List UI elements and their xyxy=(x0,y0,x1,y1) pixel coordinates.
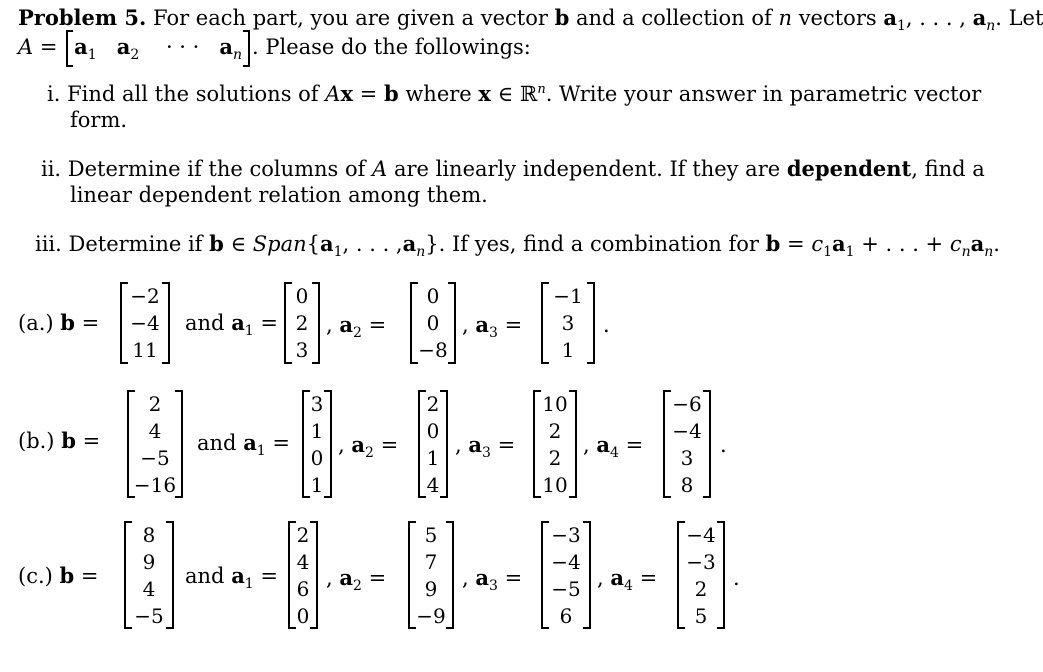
problem-label: Problem 5. xyxy=(18,5,147,30)
task-i-line2: form. xyxy=(70,108,128,132)
part-c-vector-a1: 2 4 6 0 xyxy=(288,521,318,629)
part-a-and-a1: and $a_1$ = xyxy=(185,310,279,339)
part-a-vector-a1: 0 2 3 xyxy=(284,282,320,364)
task-iii: iii. Determine if b ∈ $Span\{a_1$, . . . $,a_n$}. If yes, find a combination for $b = c_1a_1$ + . . . + $c_na_n$. xyxy=(35,231,1000,260)
part-b-period: . xyxy=(720,433,727,457)
part-b-vector-a4: −6 −4 3 8 xyxy=(663,390,711,498)
part-a-a3-label: , $a_3$ = xyxy=(462,312,523,341)
part-c-period: . xyxy=(733,566,740,590)
part-c-a2-label: , $a_2$ = xyxy=(326,565,387,594)
part-c-vector-a3: −3 −4 −5 6 xyxy=(541,521,591,629)
part-b-a4-label: , $a_4$ = xyxy=(583,432,644,461)
part-a-period: . xyxy=(603,313,610,337)
part-a-vector-a2: 0 0 −8 xyxy=(410,282,456,364)
part-a-vector-b: −2 −4 11 xyxy=(120,282,170,364)
part-a-label: (a.) b = xyxy=(18,310,100,335)
part-c-label: (c.) b = xyxy=(18,563,99,588)
part-c-a3-label: , $a_3$ = xyxy=(462,565,523,594)
part-b-vector-b: 2 4 −5 −16 xyxy=(127,390,183,498)
part-c-vector-a2: 5 7 9 −9 xyxy=(408,521,454,629)
task-i: i. Find all the solutions of Ax = b where x ∈ ℝ$^n$. Write your answer in parametric vector xyxy=(47,81,982,106)
problem-statement-line1: Problem 5. For each part, you are given a vector b and a collection of n vectors $a_1$, . . . , $a_n$. Let xyxy=(18,5,1043,34)
part-a-a2-label: , $a_2$ = xyxy=(326,312,387,341)
task-ii-line2: linear dependent relation among them. xyxy=(70,183,488,207)
part-c-a4-label: , $a_4$ = xyxy=(597,565,658,594)
part-b-label: (b.) b = xyxy=(18,428,101,453)
part-c-and-a1: and $a_1$ = xyxy=(185,563,279,592)
part-b-vector-a3: 10 2 2 10 xyxy=(533,390,577,498)
part-b-vector-a2: 2 0 1 4 xyxy=(418,390,448,498)
task-ii: ii. Determine if the columns of A are linearly independent. If they are dependent, find a xyxy=(41,156,985,181)
part-b-and-a1: and $a_1$ = xyxy=(197,430,291,459)
part-a-vector-a3: −1 3 1 xyxy=(541,282,595,364)
part-c-vector-b: 8 9 4 −5 xyxy=(124,521,174,629)
part-b-a3-label: , $a_3$ = xyxy=(455,432,516,461)
part-c-vector-a4: −4 −3 2 5 xyxy=(677,521,725,629)
matrix-A: $a_1$ $a_2$ · · · $a_n$ xyxy=(66,33,250,64)
problem-statement-line2: $A = a_1$ $a_2$ · · · $a_n$ . Please do the followings: xyxy=(18,34,531,63)
part-b-vector-a1: 3 1 0 1 xyxy=(302,390,332,498)
part-b-a2-label: , $a_2$ = xyxy=(338,432,399,461)
intro-text: For each part, you are given a vector xyxy=(153,6,548,30)
